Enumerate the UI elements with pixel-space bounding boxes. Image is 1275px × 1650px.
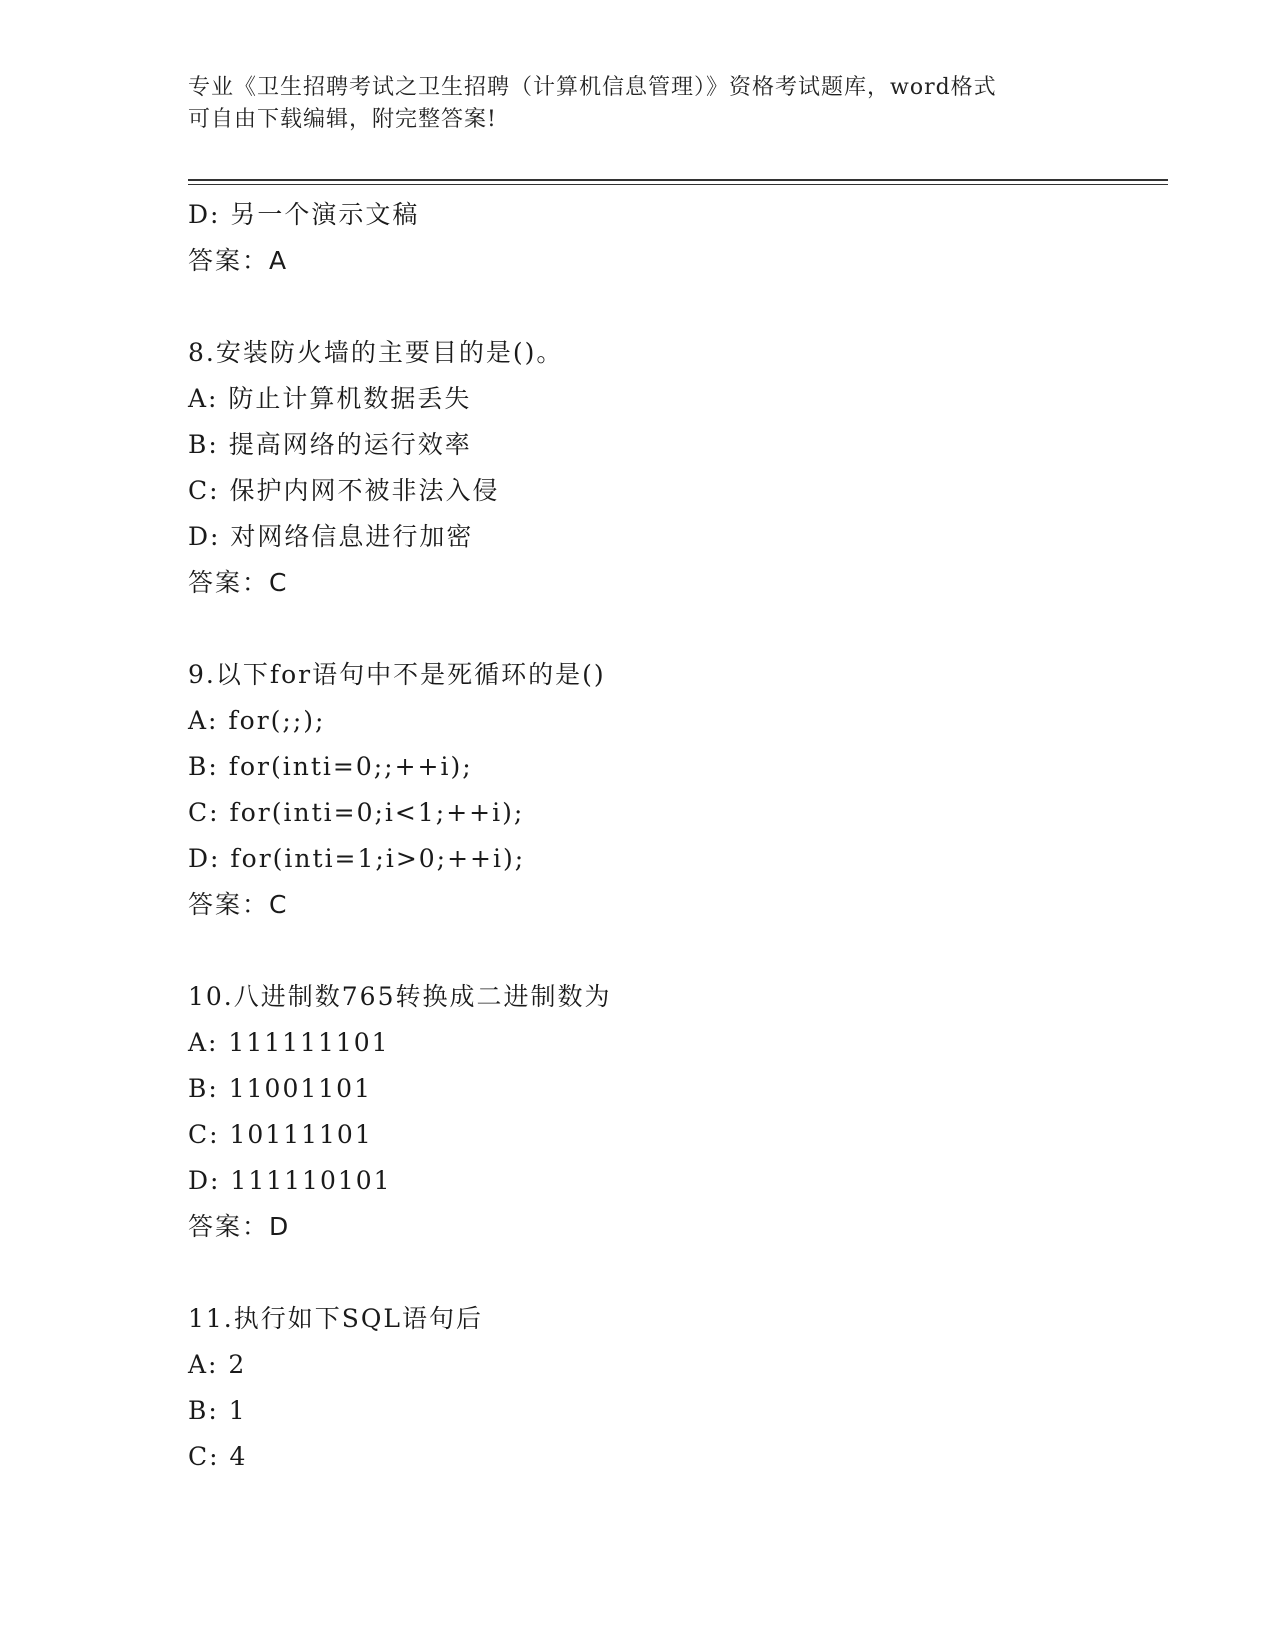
option-a: A: 2 [188, 1350, 247, 1379]
question-block-partial [188, 192, 1168, 284]
option-a: A: 111111101 [188, 1028, 390, 1057]
header-line-1: 专业《卫生招聘考试之卫生招聘（计算机信息管理）》资格考试题库，word格式 [188, 75, 997, 100]
option-c: C: 4 [188, 1442, 248, 1471]
header-rule-thin [188, 184, 1168, 185]
header-rule-thick [188, 179, 1168, 181]
option-d: D: for(inti=1;i>0;++i); [188, 844, 526, 873]
answer-line: 答案：C [188, 568, 289, 597]
answer-line: 答案：A [188, 246, 289, 275]
option-b: B: 提高网络的运行效率 [188, 430, 472, 459]
question-stem: 11.执行如下SQL语句后 [188, 1304, 483, 1333]
question-block-8 [188, 330, 1168, 606]
answer-line: 答案：D [188, 1212, 291, 1241]
option-b: B: 11001101 [188, 1074, 372, 1103]
question-stem: 8.安装防火墙的主要目的是()。 [188, 338, 564, 367]
question-stem: 9.以下for语句中不是死循环的是() [188, 660, 606, 689]
option-b: B: for(inti=0;;++i); [188, 752, 473, 781]
question-block-9 [188, 652, 1168, 928]
option-a: A: for(;;); [188, 706, 326, 735]
option-a: A: 防止计算机数据丢失 [188, 384, 472, 413]
option-d: D: 另一个演示文稿 [188, 200, 420, 229]
header-line-2: 可自由下载编辑，附完整答案! [188, 107, 497, 132]
option-c: C: for(inti=0;i<1;++i); [188, 798, 525, 827]
option-b: B: 1 [188, 1396, 247, 1425]
question-block-10 [188, 974, 1168, 1250]
option-c: C: 10111101 [188, 1120, 373, 1149]
document-header [188, 72, 1088, 136]
option-c: C: 保护内网不被非法入侵 [188, 476, 500, 505]
option-d: D: 111110101 [188, 1166, 392, 1195]
option-d: D: 对网络信息进行加密 [188, 522, 474, 551]
answer-line: 答案：C [188, 890, 289, 919]
question-stem: 10.八进制数765转换成二进制数为 [188, 982, 612, 1011]
question-block-11 [188, 1296, 1168, 1480]
question-list [188, 192, 1168, 1480]
